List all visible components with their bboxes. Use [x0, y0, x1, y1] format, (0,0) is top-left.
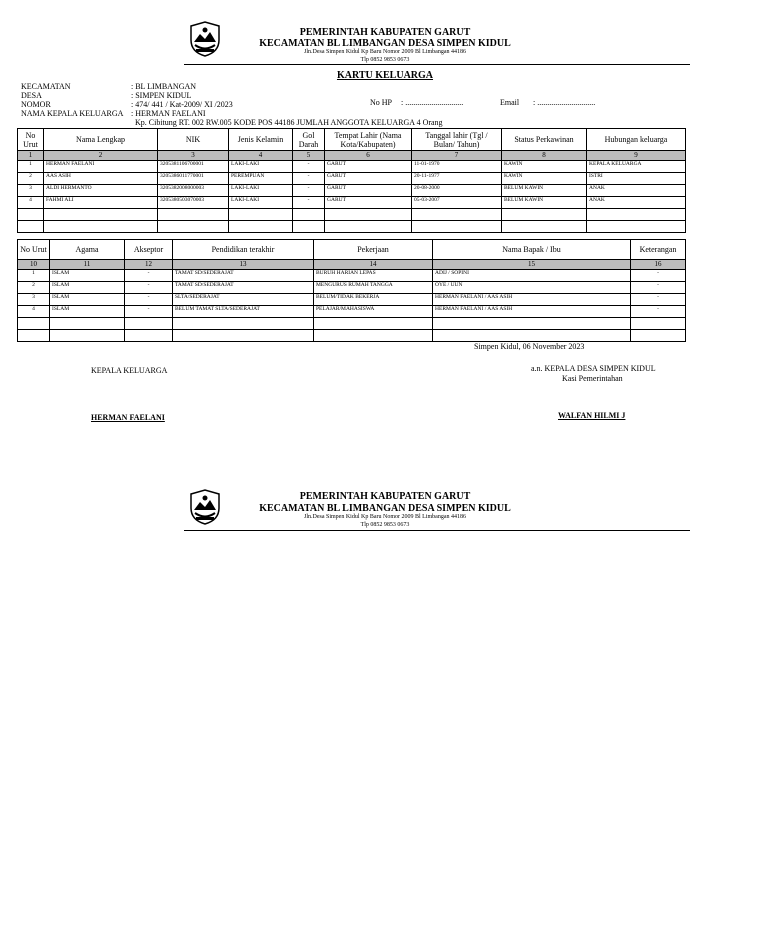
cell-no: 4 [18, 197, 44, 209]
cell-pendidikan: BELUM TAMAT SLTA/SEDERAJAT [173, 306, 314, 318]
cell-nama-bapak-ibu: ADIJ / SOPINI [433, 270, 631, 282]
table-row [18, 330, 686, 342]
col-number: 15 [433, 260, 631, 270]
cell-nama-bapak-ibu: HERMAN FAELANI / AAS ASIH [433, 306, 631, 318]
cell-nik: 3205382008000003 [158, 185, 229, 197]
signature-right-title: a.n. KEPALA DESA SIMPEN KIDUL [531, 364, 656, 373]
value-kecamatan: : BL LIMBANGAN [131, 82, 197, 91]
col-number: 14 [314, 260, 433, 270]
table-row [18, 282, 686, 294]
cell-pendidikan [173, 318, 314, 330]
signature-left-title: KEPALA KELUARGA [91, 366, 168, 375]
cell-agama: ISLAM [50, 294, 125, 306]
signature-left-name: HERMAN FAELANI [91, 413, 165, 422]
cell-no: 1 [18, 270, 50, 282]
cell-akseptor: - [125, 270, 173, 282]
label-nomor: NOMOR [21, 100, 51, 109]
cell-keterangan: - [631, 306, 686, 318]
cell-agama: ISLAM [50, 270, 125, 282]
value-desa: : SIMPEN KIDUL [131, 91, 192, 100]
label-email: Email [500, 98, 520, 107]
table-row [18, 318, 686, 330]
cell-agama [50, 318, 125, 330]
table-row [18, 209, 686, 221]
cell-agama [50, 330, 125, 342]
value-email: : ............................. [533, 98, 596, 107]
table-row [18, 221, 686, 233]
cell-jenis-kelamin [229, 221, 293, 233]
cell-tempat-lahir [325, 221, 412, 233]
table2-number-row [18, 260, 686, 270]
cell-pekerjaan: MENGURUS RUMAH TANGGA [314, 282, 433, 294]
garut-emblem-logo [188, 20, 222, 58]
cell-pekerjaan: BURUH HARIAN LEPAS [314, 270, 433, 282]
cell-nama: AAS ASIH [44, 173, 158, 185]
cell-status-perkawinan: KAWIN [502, 161, 587, 173]
table2-header-row [18, 240, 686, 260]
value-kepala-keluarga: : HERMAN FAELANI [131, 109, 206, 118]
col-number: 12 [125, 260, 173, 270]
cell-nama: ALDI HERMANTO [44, 185, 158, 197]
col-number: 8 [502, 151, 587, 161]
cell-pendidikan: TAMAT SD/SEDERAJAT [173, 282, 314, 294]
header-phone: Tlp 0852 9853 0673 [360, 522, 410, 528]
header-rule [184, 64, 690, 65]
table-row [18, 185, 686, 197]
cell-pendidikan: TAMAT SD/SEDERAJAT [173, 270, 314, 282]
col-number: 5 [293, 151, 325, 161]
cell-nik: 3205380503070003 [158, 197, 229, 209]
col-hubungan-keluarga: Hubungan keluarga [587, 129, 686, 151]
table-row [18, 161, 686, 173]
value-nohp: : ............................. [401, 98, 464, 107]
col-pekerjaan: Pekerjaan [314, 240, 433, 260]
col-pendidikan: Pendidikan terakhir [173, 240, 314, 260]
cell-tempat-lahir: GARUT [325, 173, 412, 185]
col-nik: NIK [158, 129, 229, 151]
cell-agama: ISLAM [50, 282, 125, 294]
col-number: 7 [412, 151, 502, 161]
family-details-table [17, 239, 686, 342]
col-no-urut: No Urut [18, 240, 50, 260]
cell-akseptor: - [125, 306, 173, 318]
col-status-perkawinan: Status Perkawinan [502, 129, 587, 151]
cell-pekerjaan: PELAJAR/MAHASISWA [314, 306, 433, 318]
col-number: 2 [44, 151, 158, 161]
cell-akseptor: - [125, 294, 173, 306]
place-date: Simpen Kidul, 06 November 2023 [474, 342, 585, 351]
col-number: 16 [631, 260, 686, 270]
cell-nama-bapak-ibu: HERMAN FAELANI / AAS ASIH [433, 294, 631, 306]
col-number: 13 [173, 260, 314, 270]
col-gol-darah: Gol Darah [293, 129, 325, 151]
cell-jenis-kelamin: LAKI-LAKI [229, 161, 293, 173]
col-agama: Agama [50, 240, 125, 260]
cell-gol-darah [293, 221, 325, 233]
cell-no: 3 [18, 294, 50, 306]
header-phone: Tlp 0852 9853 0673 [360, 57, 410, 63]
col-number: 4 [229, 151, 293, 161]
cell-keterangan [631, 330, 686, 342]
family-members-table [17, 128, 686, 233]
cell-gol-darah: - [293, 197, 325, 209]
cell-keterangan [631, 318, 686, 330]
col-number: 9 [587, 151, 686, 161]
cell-jenis-kelamin: PEREMPUAN [229, 173, 293, 185]
col-nama-bapak-ibu: Nama Bapak / Ibu [433, 240, 631, 260]
cell-akseptor [125, 330, 173, 342]
cell-status-perkawinan: BELUM KAWIN [502, 197, 587, 209]
cell-nama [44, 209, 158, 221]
cell-jenis-kelamin: LAKI-LAKI [229, 197, 293, 209]
cell-no: 2 [18, 173, 44, 185]
label-nohp: No HP [370, 98, 393, 107]
cell-tanggal-lahir [412, 221, 502, 233]
col-number: 11 [50, 260, 125, 270]
table-row [18, 173, 686, 185]
cell-tanggal-lahir: 20-11-1977 [412, 173, 502, 185]
cell-gol-darah: - [293, 173, 325, 185]
header-district: KECAMATAN BL LIMBANGAN DESA SIMPEN KIDUL [259, 503, 511, 514]
cell-nama-bapak-ibu [433, 330, 631, 342]
table1-number-row [18, 151, 686, 161]
cell-no [18, 330, 50, 342]
col-akseptor: Akseptor [125, 240, 173, 260]
col-number: 3 [158, 151, 229, 161]
col-number: 1 [18, 151, 44, 161]
cell-nik: 3205381106700001 [158, 161, 229, 173]
signature-right-subtitle: Kasi Pemerintahan [562, 374, 623, 383]
cell-pekerjaan [314, 318, 433, 330]
table-row [18, 197, 686, 209]
cell-no [18, 318, 50, 330]
cell-gol-darah: - [293, 161, 325, 173]
signature-right-name: WALFAN HILMI J [558, 411, 626, 420]
header-government: PEMERINTAH KABUPATEN GARUT [299, 27, 471, 38]
cell-tanggal-lahir: 11-01-1970 [412, 161, 502, 173]
col-jenis-kelamin: Jenis Kelamin [229, 129, 293, 151]
cell-tempat-lahir [325, 209, 412, 221]
cell-tanggal-lahir: 05-03-2007 [412, 197, 502, 209]
cell-nik [158, 221, 229, 233]
col-tanggal-lahir: Tanggal lahir (Tgl / Bulan/ Tahun) [412, 129, 502, 151]
cell-nama-bapak-ibu [433, 318, 631, 330]
col-tempat-lahir: Tempat Lahir (Nama Kota/Kabupaten) [325, 129, 412, 151]
cell-no [18, 209, 44, 221]
col-number: 6 [325, 151, 412, 161]
garut-emblem-logo [188, 488, 222, 526]
cell-gol-darah: - [293, 185, 325, 197]
cell-hubungan-keluarga: KEPALA KELUARGA [587, 161, 686, 173]
header-government: PEMERINTAH KABUPATEN GARUT [299, 491, 471, 502]
cell-keterangan: - [631, 282, 686, 294]
cell-nama [44, 221, 158, 233]
col-keterangan: Keterangan [631, 240, 686, 260]
cell-hubungan-keluarga: ANAK [587, 185, 686, 197]
col-number: 10 [18, 260, 50, 270]
cell-jenis-kelamin [229, 209, 293, 221]
table-row [18, 270, 686, 282]
cell-status-perkawinan: KAWIN [502, 173, 587, 185]
cell-status-perkawinan: BELUM KAWIN [502, 185, 587, 197]
header-rule [184, 530, 690, 531]
cell-tempat-lahir: GARUT [325, 161, 412, 173]
label-kepala-keluarga: NAMA KEPALA KELUARGA [21, 109, 124, 118]
cell-pendidikan: SLTA/SEDERAJAT [173, 294, 314, 306]
cell-nama: HERMAN FAELANI [44, 161, 158, 173]
cell-nama-bapak-ibu: OYE / UUN [433, 282, 631, 294]
cell-hubungan-keluarga: ANAK [587, 197, 686, 209]
cell-no: 4 [18, 306, 50, 318]
col-nama-lengkap: Nama Lengkap [44, 129, 158, 151]
header-district: KECAMATAN BL LIMBANGAN DESA SIMPEN KIDUL [259, 38, 511, 49]
header-address: Jln.Desa Simpen Kidul Kp Baru Nomor 2009 Bl Limbangan 44186 [304, 49, 466, 55]
cell-jenis-kelamin: LAKI-LAKI [229, 185, 293, 197]
cell-gol-darah [293, 209, 325, 221]
cell-hubungan-keluarga [587, 209, 686, 221]
table-row [18, 306, 686, 318]
cell-keterangan: - [631, 294, 686, 306]
value-nomor: : 474/ 441 / Kat-2009/ XI /2023 [131, 100, 233, 109]
cell-nik: 3205386011770001 [158, 173, 229, 185]
table1-header-row [18, 129, 686, 151]
label-desa: DESA [21, 91, 42, 100]
cell-keterangan: - [631, 270, 686, 282]
cell-status-perkawinan [502, 221, 587, 233]
table-row [18, 294, 686, 306]
header-address: Jln.Desa Simpen Kidul Kp Baru Nomor 2009 Bl Limbangan 44186 [304, 514, 466, 520]
cell-tanggal-lahir [412, 209, 502, 221]
cell-akseptor: - [125, 282, 173, 294]
cell-no: 2 [18, 282, 50, 294]
cell-hubungan-keluarga: ISTRI [587, 173, 686, 185]
cell-hubungan-keluarga [587, 221, 686, 233]
document-title: KARTU KELUARGA [336, 70, 434, 81]
cell-agama: ISLAM [50, 306, 125, 318]
cell-akseptor [125, 318, 173, 330]
cell-pekerjaan: BELUM/TIDAK BEKERJA [314, 294, 433, 306]
cell-pendidikan [173, 330, 314, 342]
cell-nik [158, 209, 229, 221]
cell-status-perkawinan [502, 209, 587, 221]
cell-tempat-lahir: GARUT [325, 197, 412, 209]
cell-no: 1 [18, 161, 44, 173]
address-line: Kp. Cibitung RT. 002 RW.005 KODE POS 44186 JUMLAH ANGGOTA KELUARGA 4 Orang [135, 118, 443, 127]
cell-no: 3 [18, 185, 44, 197]
cell-tanggal-lahir: 20-08-2000 [412, 185, 502, 197]
cell-no [18, 221, 44, 233]
cell-pekerjaan [314, 330, 433, 342]
label-kecamatan: KECAMATAN [21, 82, 71, 91]
cell-nama: FAHMI ALI [44, 197, 158, 209]
cell-tempat-lahir: GARUT [325, 185, 412, 197]
col-no-urut: No Urut [18, 129, 44, 151]
